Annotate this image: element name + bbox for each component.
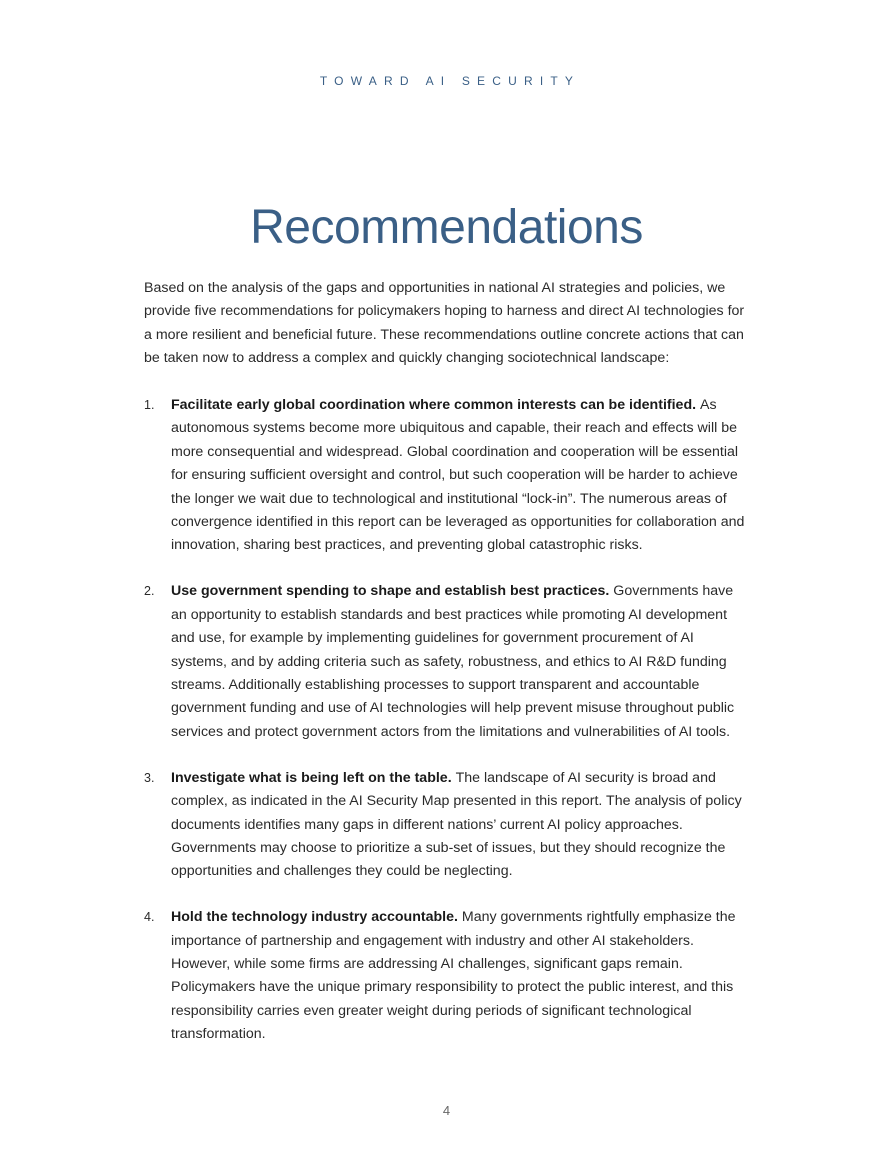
recommendation-lead: Hold the technology industry accountable.	[171, 909, 462, 926]
recommendation-item	[144, 394, 750, 558]
recommendation-number: 3.	[144, 770, 155, 785]
recommendation-lead: Use government spending to shape and establish best practices.	[171, 583, 614, 600]
running-header: TOWARD AI SECURITY	[319, 74, 581, 88]
recommendation-item	[144, 767, 750, 884]
recommendation-body: As autonomous systems become more ubiquitous and capable, their reach and effects will be more consequential and widespread. Global coordination and cooperation will be essential for ensuring sufficient oversight and control, but such cooperation will be harder to achieve the longer we wait due to technological and institutional “lock-in”. The numerous areas of convergence identified in this report can be leveraged as opportunities for collaboration and innovation, sharing best practices, and preventing global catastrophic risks.	[171, 397, 745, 554]
recommendations-list	[144, 394, 750, 1069]
recommendation-item	[144, 906, 750, 1046]
recommendation-body: Many governments rightfully emphasize the importance of partnership and engagement with industry and other AI stakeholders. However, while some firms are addressing AI challenges, significant gaps remain. Policymakers have the unique primary responsibility to protect the public interest, and this responsibility carries even greater weight during periods of significant technological transformation.	[171, 909, 736, 1043]
page-number: 4	[442, 1103, 451, 1118]
page-title: Recommendations	[250, 201, 643, 254]
recommendation-item	[144, 580, 750, 744]
recommendation-body: Governments have an opportunity to establish standards and best practices while promoting AI development and use, for example by implementing guidelines for government procurement of AI systems, and by adding criteria such as safety, robustness, and ethics to AI R&D funding streams. Additionally establishing processes to support transparent and accountable government funding and use of AI technologies will help prevent misuse throughout public services and protect government actors from the limitations and vulnerabilities of AI tools.	[171, 583, 735, 740]
recommendation-lead: Investigate what is being left on the table.	[171, 769, 456, 786]
recommendation-body: The landscape of AI security is broad and complex, as indicated in the AI Security Map presented in this report. The analysis of policy documents identifies many gaps in different nations’ current AI policy approaches. Governments may choose to prioritize a sub-set of issues, but they should recognize the opportunities and challenges they could be neglecting.	[171, 769, 742, 880]
recommendation-number: 1.	[144, 398, 155, 412]
intro-paragraph: Based on the analysis of the gaps and opportunities in national AI strategies and policies, we provide five recommendations for policymakers hoping to harness and direct AI technologies for a more resilient and beneficial future. These recommendations outline concrete actions that can be taken now to address a complex and quickly changing sociotechnical landscape:	[144, 280, 745, 367]
recommendation-number: 2.	[144, 584, 155, 599]
recommendation-lead: Facilitate early global coordination where common interests can be identified.	[171, 397, 700, 413]
recommendation-number: 4.	[144, 910, 155, 925]
